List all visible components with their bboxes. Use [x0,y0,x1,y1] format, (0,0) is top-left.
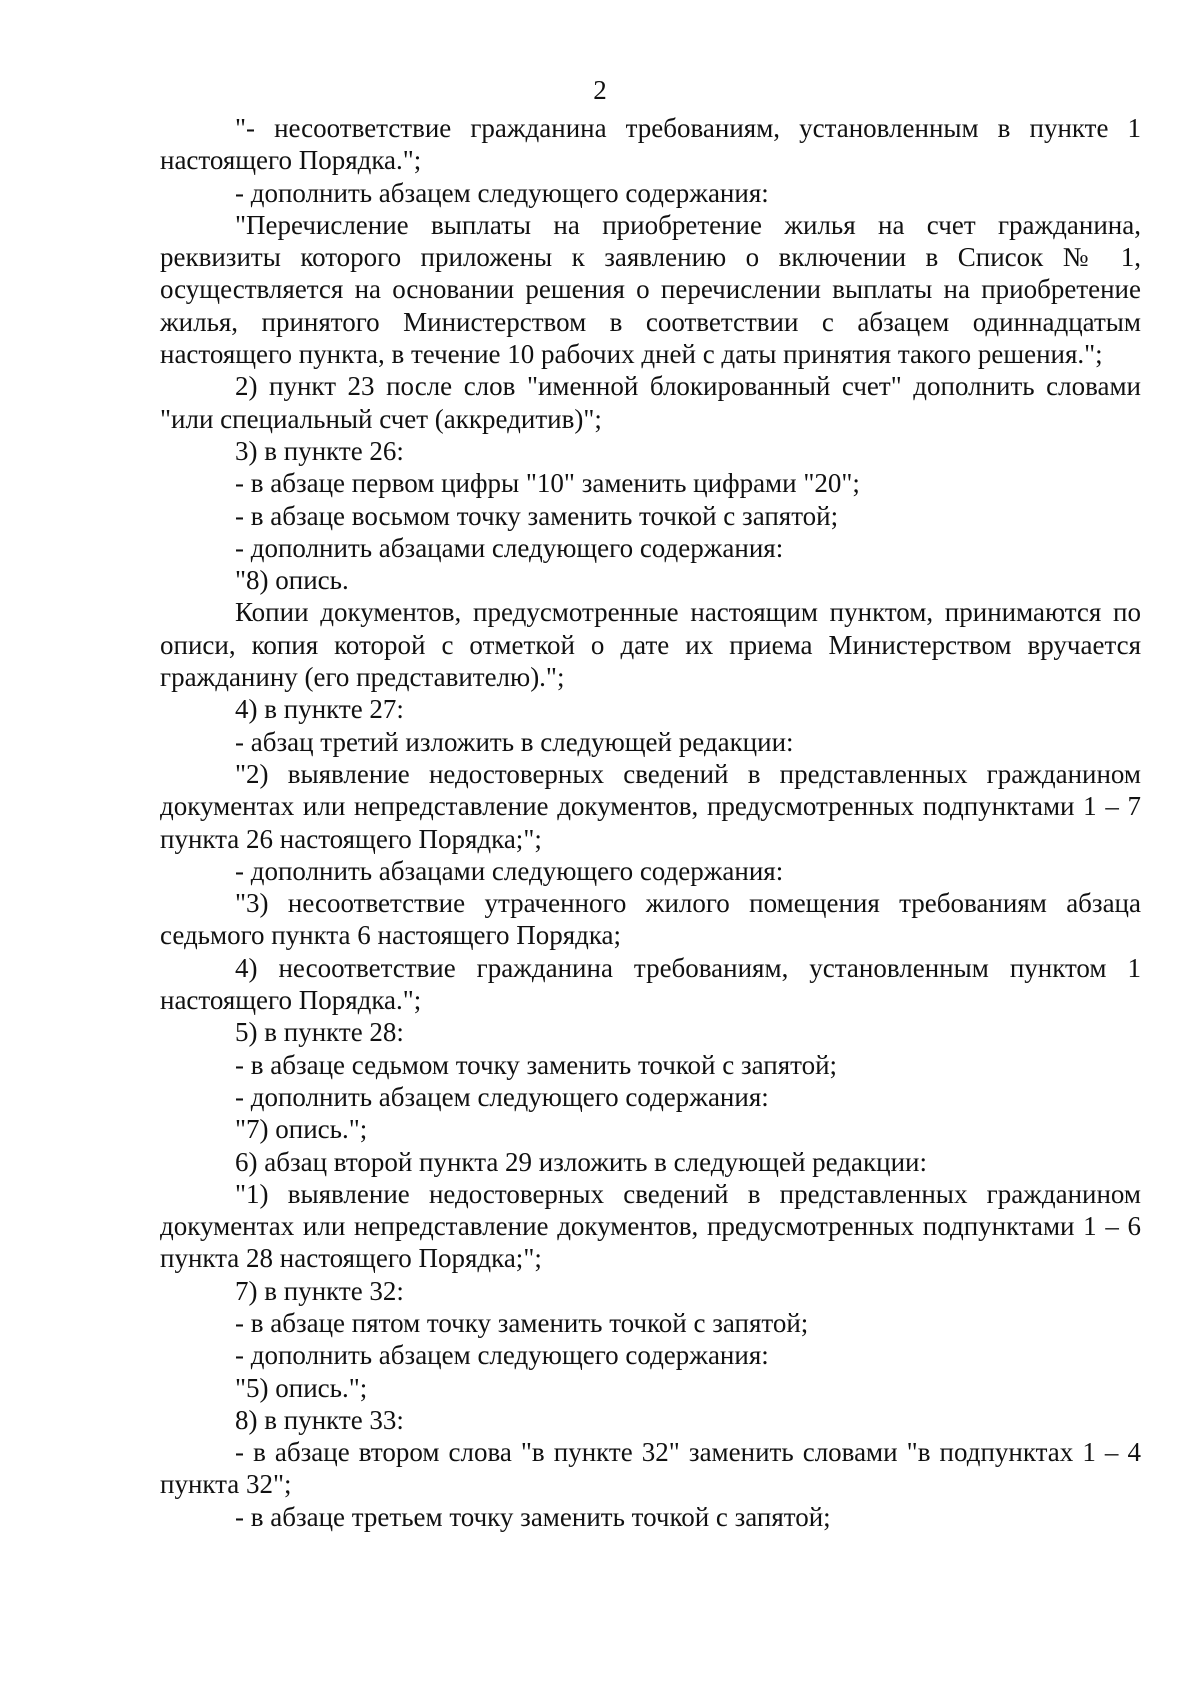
paragraph: "3) несоответствие утраченного жилого помещения требованиям абзаца седьмого пункта 6 настоящего Порядка; [160,888,1141,951]
paragraph: - дополнить абзацами следующего содержания: [235,855,784,886]
paragraph: 5) в пункте 28: [235,1017,404,1048]
paragraph: Копии документов, предусмотренные настоящим пунктом, принимаются по описи, копия которой с отметкой о дате их приема Министерством вручается гражданину (его представителю)."; [160,597,1141,693]
paragraph: "2) выявление недостоверных сведений в представленных гражданином документах или непредставление документов, предусмотренных подпунктами 1 – 7 пункта 26 настоящего Порядка;"; [160,758,1141,854]
paragraph: - в абзаце третьем точку заменить точкой с запятой; [235,1501,831,1532]
paragraph: "7) опись."; [235,1114,368,1145]
paragraph: 6) абзац второй пункта 29 изложить в следующей редакции: [235,1146,927,1177]
paragraph: - дополнить абзацем следующего содержания: [235,177,769,208]
paragraph: - дополнить абзацем следующего содержания: [235,1081,769,1112]
paragraph: 4) в пункте 27: [235,694,404,725]
paragraph: 3) в пункте 26: [235,435,404,466]
paragraph: - в абзаце пятом точку заменить точкой с запятой; [235,1307,809,1338]
paragraph: - дополнить абзацем следующего содержания: [235,1340,769,1371]
paragraph: "1) выявление недостоверных сведений в представленных гражданином документах или непредставление документов, предусмотренных подпунктами 1 – 6 пункта 28 настоящего Порядка;"; [160,1178,1141,1274]
paragraph: - дополнить абзацами следующего содержания: [235,532,784,563]
paragraph: - в абзаце втором слова "в пункте 32" заменить словами "в подпунктах 1 – 4 пункта 32"; [160,1437,1141,1500]
paragraph: "8) опись. [235,565,349,596]
paragraph: 2) пункт 23 после слов "именной блокированный счет" дополнить словами "или специальный счет (аккредитив)"; [160,371,1141,434]
paragraph: - абзац третий изложить в следующей редакции: [235,726,794,757]
document-body [160,112,1141,1533]
page-number: 2 [593,75,607,105]
paragraph: "Перечисление выплаты на приобретение жилья на счет гражданина, реквизиты которого приложены к заявлению о включении в Список № 1, осуществляется на основании решения о перечислении выплаты на приобретение жилья, принятого Министерством в соответствии с абзацем одиннадцатым настоящего пункта, в течение 10 рабочих дней с даты принятия такого решения."; [160,209,1141,370]
paragraph: 7) в пункте 32: [235,1275,404,1306]
paragraph: - в абзаце первом цифры "10" заменить цифрами "20"; [235,468,860,499]
paragraph: "- несоответствие гражданина требованиям, установленным в пункте 1 настоящего Порядка."; [160,113,1141,176]
paragraph: "5) опись."; [235,1372,368,1403]
paragraph: 8) в пункте 33: [235,1404,404,1435]
paragraph: - в абзаце восьмом точку заменить точкой с запятой; [235,500,839,531]
paragraph: 4) несоответствие гражданина требованиям, установленным пунктом 1 настоящего Порядка."; [160,952,1141,1016]
paragraph: - в абзаце седьмом точку заменить точкой с запятой; [235,1049,838,1080]
